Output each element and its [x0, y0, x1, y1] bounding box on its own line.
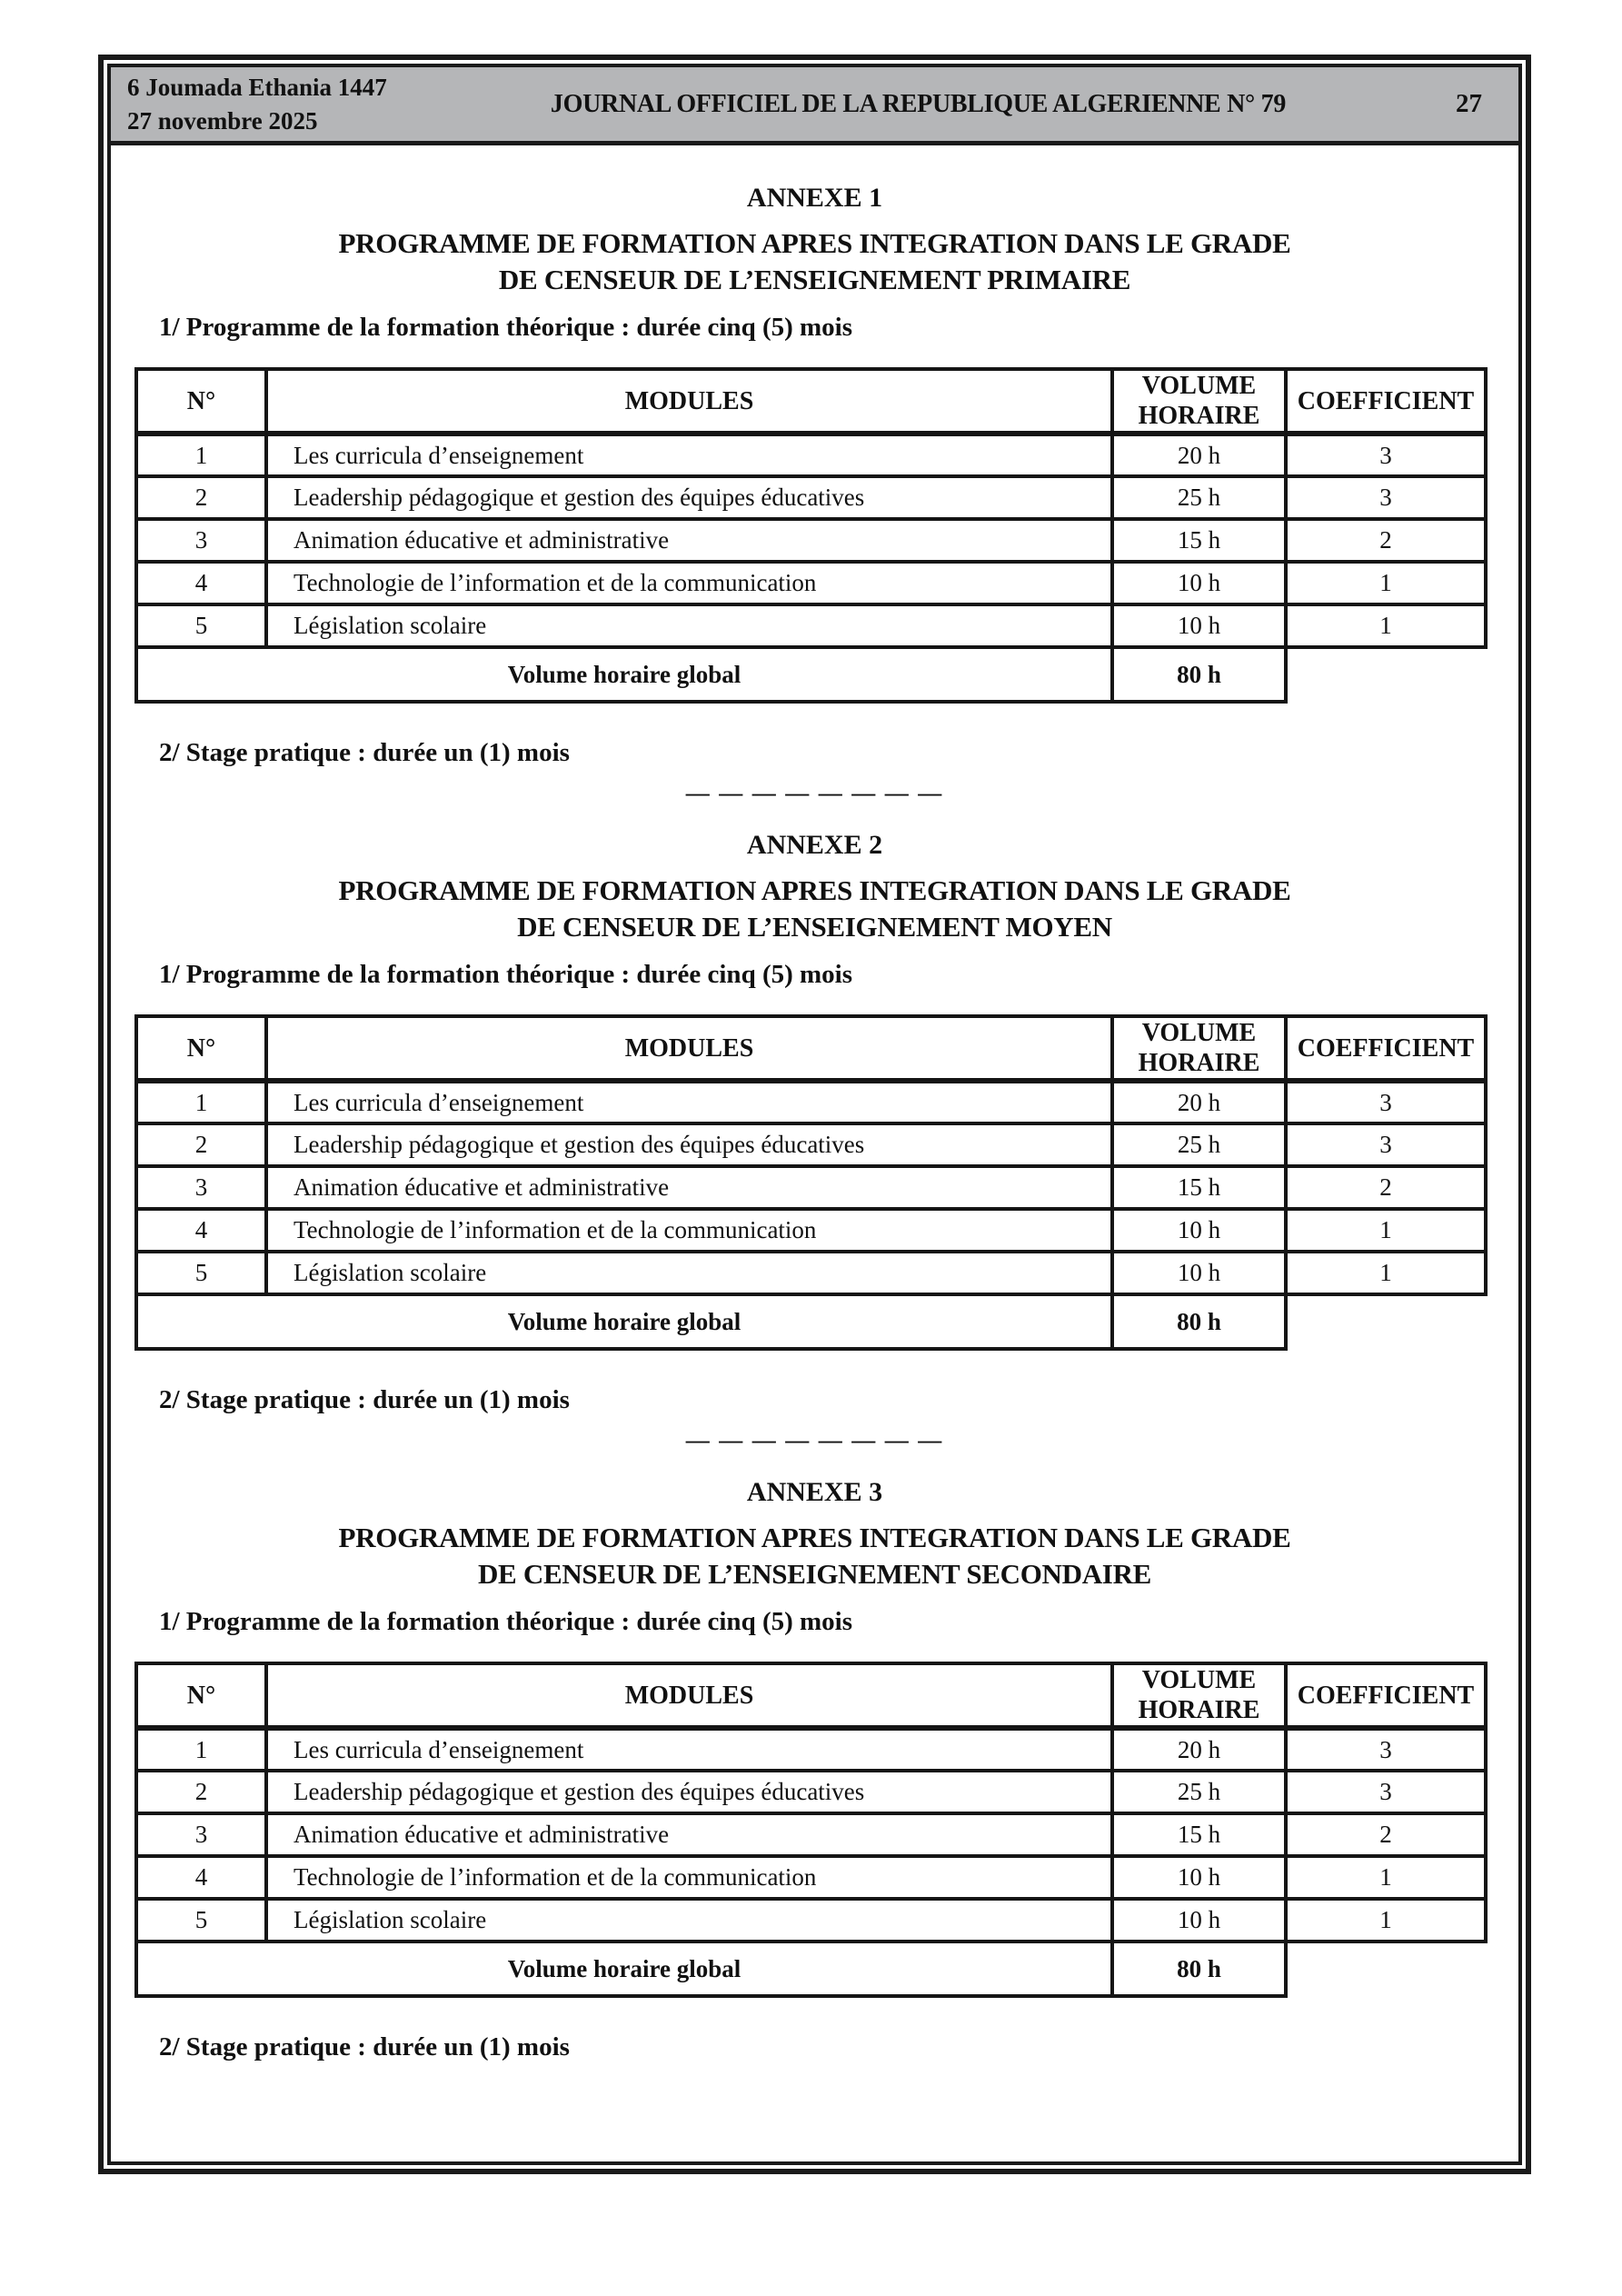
empty-cell — [1286, 1942, 1486, 1996]
annex-section-2 — [111, 829, 1518, 1454]
module-name-cell: Les curricula d’enseignement — [266, 1081, 1112, 1123]
module-name-cell: Animation éducative et administrative — [266, 519, 1112, 562]
module-number-cell: 4 — [136, 1209, 266, 1252]
volume-cell: 10 h — [1112, 1856, 1286, 1899]
module-number-cell: 3 — [136, 1166, 266, 1209]
table-row — [136, 1856, 1486, 1899]
page-frame — [98, 55, 1531, 2174]
volume-cell: 20 h — [1112, 1081, 1286, 1123]
total-volume-cell: 80 h — [1112, 1294, 1286, 1349]
theory-heading: 1/ Programme de la formation théorique : durée cinq (5) mois — [159, 960, 853, 989]
page-inner-frame — [107, 64, 1522, 2165]
table-row — [136, 1728, 1486, 1771]
table-row — [136, 1123, 1486, 1166]
empty-cell — [1286, 647, 1486, 702]
coefficient-cell: 2 — [1286, 519, 1486, 562]
module-number-cell: 4 — [136, 1856, 266, 1899]
col-header-volume: VOLUME HORAIRE — [1112, 1016, 1286, 1081]
col-header-volume: VOLUME HORAIRE — [1112, 369, 1286, 434]
coefficient-cell: 1 — [1286, 604, 1486, 647]
modules-table — [134, 367, 1488, 704]
coefficient-cell: 2 — [1286, 1813, 1486, 1856]
volume-cell: 15 h — [1112, 1813, 1286, 1856]
volume-cell: 20 h — [1112, 1728, 1286, 1771]
volume-cell: 10 h — [1112, 604, 1286, 647]
module-name-cell: Leadership pédagogique et gestion des équipes éducatives — [266, 476, 1112, 519]
col-header-coefficient: COEFFICIENT — [1286, 369, 1486, 434]
total-row — [136, 1942, 1486, 1996]
module-number-cell: 2 — [136, 1771, 266, 1813]
annex-label: ANNEXE 3 — [746, 1477, 883, 1507]
page-content — [111, 182, 1518, 2063]
annex-title-line1: PROGRAMME DE FORMATION APRES INTEGRATION DANS LE GRADE — [338, 227, 1291, 259]
module-number-cell: 5 — [136, 604, 266, 647]
annex-title — [111, 873, 1518, 945]
module-number-cell: 2 — [136, 1123, 266, 1166]
annex-title — [111, 1520, 1518, 1592]
theory-heading: 1/ Programme de la formation théorique : durée cinq (5) mois — [159, 1607, 853, 1636]
practice-heading: 2/ Stage pratique : durée un (1) mois — [159, 1385, 570, 1414]
modules-table — [134, 1014, 1488, 1351]
hijri-date: 6 Joumada Ethania 1447 — [127, 73, 387, 101]
module-name-cell: Législation scolaire — [266, 1899, 1112, 1942]
col-header-modules: MODULES — [266, 1663, 1112, 1728]
module-number-cell: 5 — [136, 1899, 266, 1942]
table-row — [136, 1166, 1486, 1209]
module-name-cell: Technologie de l’information et de la communication — [266, 1209, 1112, 1252]
col-header-num: N° — [136, 1663, 266, 1728]
coefficient-cell: 1 — [1286, 1856, 1486, 1899]
annex-title-line2: DE CENSEUR DE L’ENSEIGNEMENT SECONDAIRE — [477, 1558, 1152, 1590]
module-name-cell: Les curricula d’enseignement — [266, 434, 1112, 476]
practice-heading: 2/ Stage pratique : durée un (1) mois — [159, 738, 570, 767]
table-row — [136, 1209, 1486, 1252]
volume-cell: 15 h — [1112, 519, 1286, 562]
table-header-row — [136, 1016, 1486, 1081]
module-number-cell: 2 — [136, 476, 266, 519]
module-name-cell: Les curricula d’enseignement — [266, 1728, 1112, 1771]
coefficient-cell: 1 — [1286, 1252, 1486, 1294]
col-header-modules: MODULES — [266, 369, 1112, 434]
table-row — [136, 434, 1486, 476]
annex-section-1 — [111, 182, 1518, 807]
journal-title: JOURNAL OFFICIEL DE LA REPUBLIQUE ALGERIENNE N° 79 — [550, 89, 1287, 118]
coefficient-cell: 3 — [1286, 476, 1486, 519]
table-header-row — [136, 1663, 1486, 1728]
annex-title-line1: PROGRAMME DE FORMATION APRES INTEGRATION DANS LE GRADE — [338, 874, 1291, 906]
coefficient-cell: 3 — [1286, 1123, 1486, 1166]
total-label-cell: Volume horaire global — [136, 1294, 1112, 1349]
empty-cell — [1286, 1294, 1486, 1349]
coefficient-cell: 1 — [1286, 1899, 1486, 1942]
volume-cell: 20 h — [1112, 434, 1286, 476]
module-number-cell: 5 — [136, 1252, 266, 1294]
col-header-num: N° — [136, 1016, 266, 1081]
col-header-coefficient: COEFFICIENT — [1286, 1016, 1486, 1081]
module-number-cell: 3 — [136, 1813, 266, 1856]
module-name-cell: Animation éducative et administrative — [266, 1813, 1112, 1856]
module-name-cell: Technologie de l’information et de la communication — [266, 1856, 1112, 1899]
col-header-volume: VOLUME HORAIRE — [1112, 1663, 1286, 1728]
col-header-coefficient: COEFFICIENT — [1286, 1663, 1486, 1728]
section-divider: — — — — — — — — — [685, 1427, 944, 1453]
volume-cell: 15 h — [1112, 1166, 1286, 1209]
annex-title-line1: PROGRAMME DE FORMATION APRES INTEGRATION DANS LE GRADE — [338, 1522, 1291, 1553]
volume-cell: 10 h — [1112, 1209, 1286, 1252]
module-name-cell: Leadership pédagogique et gestion des équipes éducatives — [266, 1123, 1112, 1166]
module-number-cell: 1 — [136, 1728, 266, 1771]
practice-heading: 2/ Stage pratique : durée un (1) mois — [159, 2032, 570, 2061]
total-volume-cell: 80 h — [1112, 647, 1286, 702]
volume-cell: 25 h — [1112, 476, 1286, 519]
total-row — [136, 1294, 1486, 1349]
coefficient-cell: 1 — [1286, 1209, 1486, 1252]
col-header-num: N° — [136, 369, 266, 434]
modules-table — [134, 1662, 1488, 1998]
module-number-cell: 3 — [136, 519, 266, 562]
volume-cell: 10 h — [1112, 1252, 1286, 1294]
table-row — [136, 1813, 1486, 1856]
module-name-cell: Technologie de l’information et de la communication — [266, 562, 1112, 604]
module-number-cell: 4 — [136, 562, 266, 604]
module-number-cell: 1 — [136, 1081, 266, 1123]
annex-title-line2: DE CENSEUR DE L’ENSEIGNEMENT PRIMAIRE — [498, 264, 1131, 295]
volume-cell: 10 h — [1112, 1899, 1286, 1942]
table-header-row — [136, 369, 1486, 434]
table-row — [136, 604, 1486, 647]
journal-masthead — [111, 67, 1518, 145]
section-divider: — — — — — — — — — [685, 780, 944, 806]
table-row — [136, 1771, 1486, 1813]
gregorian-date: 27 novembre 2025 — [127, 106, 318, 135]
module-number-cell: 1 — [136, 434, 266, 476]
total-label-cell: Volume horaire global — [136, 647, 1112, 702]
coefficient-cell: 3 — [1286, 1771, 1486, 1813]
coefficient-cell: 2 — [1286, 1166, 1486, 1209]
module-name-cell: Législation scolaire — [266, 604, 1112, 647]
theory-heading: 1/ Programme de la formation théorique : durée cinq (5) mois — [159, 313, 853, 342]
volume-cell: 25 h — [1112, 1123, 1286, 1166]
table-row — [136, 519, 1486, 562]
table-row — [136, 476, 1486, 519]
annex-label: ANNEXE 1 — [746, 183, 883, 213]
col-header-modules: MODULES — [266, 1016, 1112, 1081]
total-label-cell: Volume horaire global — [136, 1942, 1112, 1996]
date-block — [127, 71, 427, 138]
coefficient-cell: 3 — [1286, 1081, 1486, 1123]
annex-label: ANNEXE 2 — [746, 830, 883, 860]
total-row — [136, 647, 1486, 702]
volume-cell: 25 h — [1112, 1771, 1286, 1813]
table-row — [136, 562, 1486, 604]
table-row — [136, 1252, 1486, 1294]
annex-title-line2: DE CENSEUR DE L’ENSEIGNEMENT MOYEN — [517, 911, 1112, 943]
coefficient-cell: 3 — [1286, 434, 1486, 476]
table-row — [136, 1081, 1486, 1123]
annex-title — [111, 225, 1518, 298]
volume-cell: 10 h — [1112, 562, 1286, 604]
table-row — [136, 1899, 1486, 1942]
module-name-cell: Législation scolaire — [266, 1252, 1112, 1294]
module-name-cell: Leadership pédagogique et gestion des équipes éducatives — [266, 1771, 1112, 1813]
total-volume-cell: 80 h — [1112, 1942, 1286, 1996]
page-number: 27 — [1456, 89, 1482, 118]
coefficient-cell: 3 — [1286, 1728, 1486, 1771]
module-name-cell: Animation éducative et administrative — [266, 1166, 1112, 1209]
annex-section-3 — [111, 1476, 1518, 2063]
coefficient-cell: 1 — [1286, 562, 1486, 604]
